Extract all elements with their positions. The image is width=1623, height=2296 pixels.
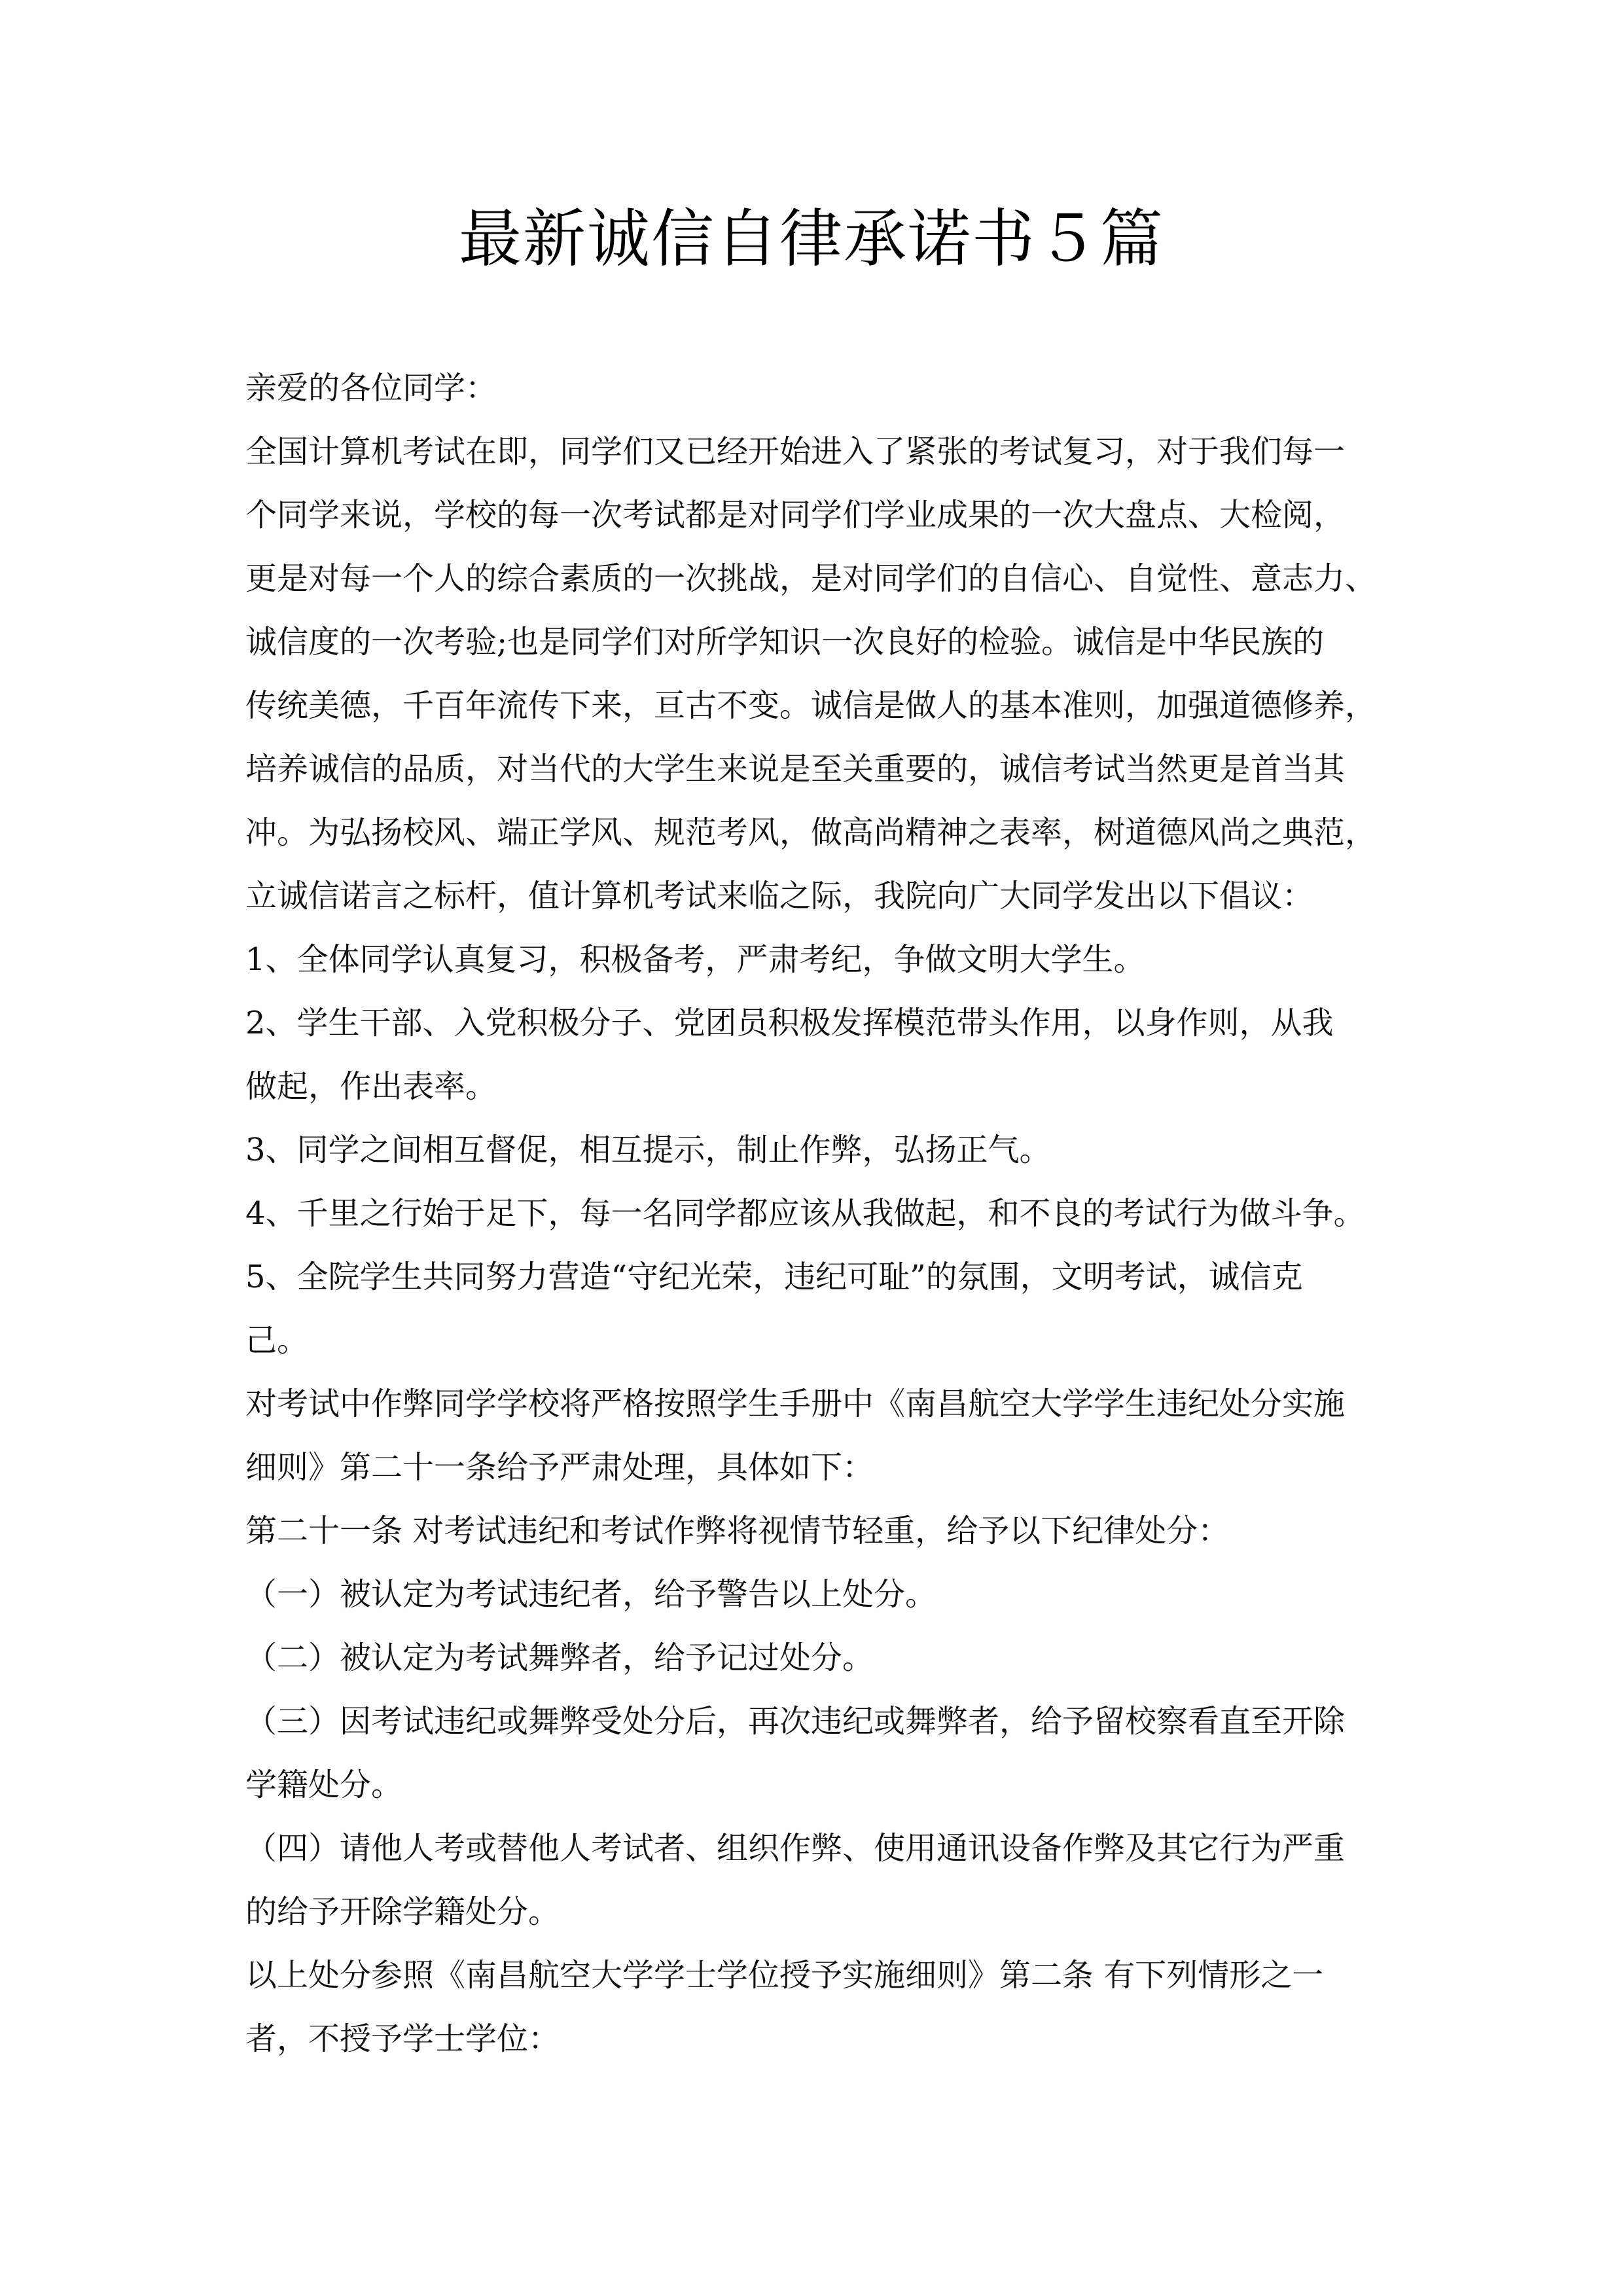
list-item: 4、千里之行始于足下，每一名同学都应该从我做起，和不良的考试行为做斗争。 bbox=[245, 1195, 1365, 1232]
list-item-continued: 做起，作出表率。 bbox=[245, 1068, 497, 1105]
list-item: 2、学生干部、入党积极分子、党团员积极发挥模范带头作用，以身作则，从我 bbox=[245, 1005, 1334, 1041]
clause-item: （四）请他人考或替他人考试者、组织作弊、使用通讯设备作弊及其它行为严重 bbox=[245, 1830, 1346, 1867]
list-item: 1、全体同学认真复习，积极备考，严肃考纪，争做文明大学生。 bbox=[245, 941, 1145, 978]
document-title: 最新诚信自律承诺书５篇 bbox=[459, 202, 1164, 276]
salutation: 亲爱的各位同学： bbox=[245, 370, 497, 406]
paragraph-line: 培养诚信的品质，对当代的大学生来说是至关重要的，诚信考试当然更是首当其 bbox=[245, 751, 1346, 787]
paragraph-line: 个同学来说，学校的每一次考试都是对同学们学业成果的一次大盘点、大检阅， bbox=[245, 497, 1346, 533]
paragraph-line: 传统美德，千百年流传下来，亘古不变。诚信是做人的基本准则，加强道德修养， bbox=[245, 687, 1377, 724]
paragraph-line: 细则》第二十一条给予严肃处理，具体如下： bbox=[245, 1449, 874, 1486]
paragraph-line: 诚信度的一次考验;也是同学们对所学知识一次良好的检验。诚信是中华民族的 bbox=[245, 624, 1325, 660]
clause-item: （一）被认定为考试违纪者，给予警告以上处分。 bbox=[245, 1576, 937, 1613]
article-heading: 第二十一条 对考试违纪和考试作弊将视情节轻重，给予以下纪律处分： bbox=[245, 1513, 1230, 1549]
paragraph-line: 冲。为弘扬校风、端正学风、规范考风，做高尚精神之表率，树道德风尚之典范， bbox=[245, 814, 1377, 851]
list-item-continued: 己。 bbox=[245, 1322, 309, 1359]
paragraph-line: 立诚信诺言之标杆，值计算机考试来临之际，我院向广大同学发出以下倡议： bbox=[245, 878, 1314, 914]
paragraph-line: 者，不授予学士学位： bbox=[245, 2020, 560, 2057]
list-item: 3、同学之间相互督促，相互提示，制止作弊，弘扬正气。 bbox=[245, 1132, 1051, 1168]
clause-item: （二）被认定为考试舞弊者，给予记过处分。 bbox=[245, 1640, 874, 1676]
paragraph-line: 对考试中作弊同学学校将严格按照学生手册中《南昌航空大学学生违纪处分实施 bbox=[245, 1386, 1346, 1422]
clause-item: （三）因考试违纪或舞弊受处分后，再次违纪或舞弊者，给予留校察看直至开除 bbox=[245, 1703, 1346, 1740]
list-item: 5、全院学生共同努力营造“守纪光荣，违纪可耻”的氛围，文明考试，诚信克 bbox=[245, 1259, 1303, 1295]
paragraph-line: 更是对每一个人的综合素质的一次挑战，是对同学们的自信心、自觉性、意志力、 bbox=[245, 560, 1377, 597]
paragraph-line: 以上处分参照《南昌航空大学学士学位授予实施细则》第二条 有下列情形之一 bbox=[245, 1957, 1324, 1994]
clause-item-continued: 学籍处分。 bbox=[245, 1767, 403, 1803]
paragraph-line: 全国计算机考试在即，同学们又已经开始进入了紧张的考试复习，对于我们每一 bbox=[245, 433, 1346, 470]
document-body bbox=[245, 357, 1384, 2071]
clause-item-continued: 的给予开除学籍处分。 bbox=[245, 1893, 560, 1930]
